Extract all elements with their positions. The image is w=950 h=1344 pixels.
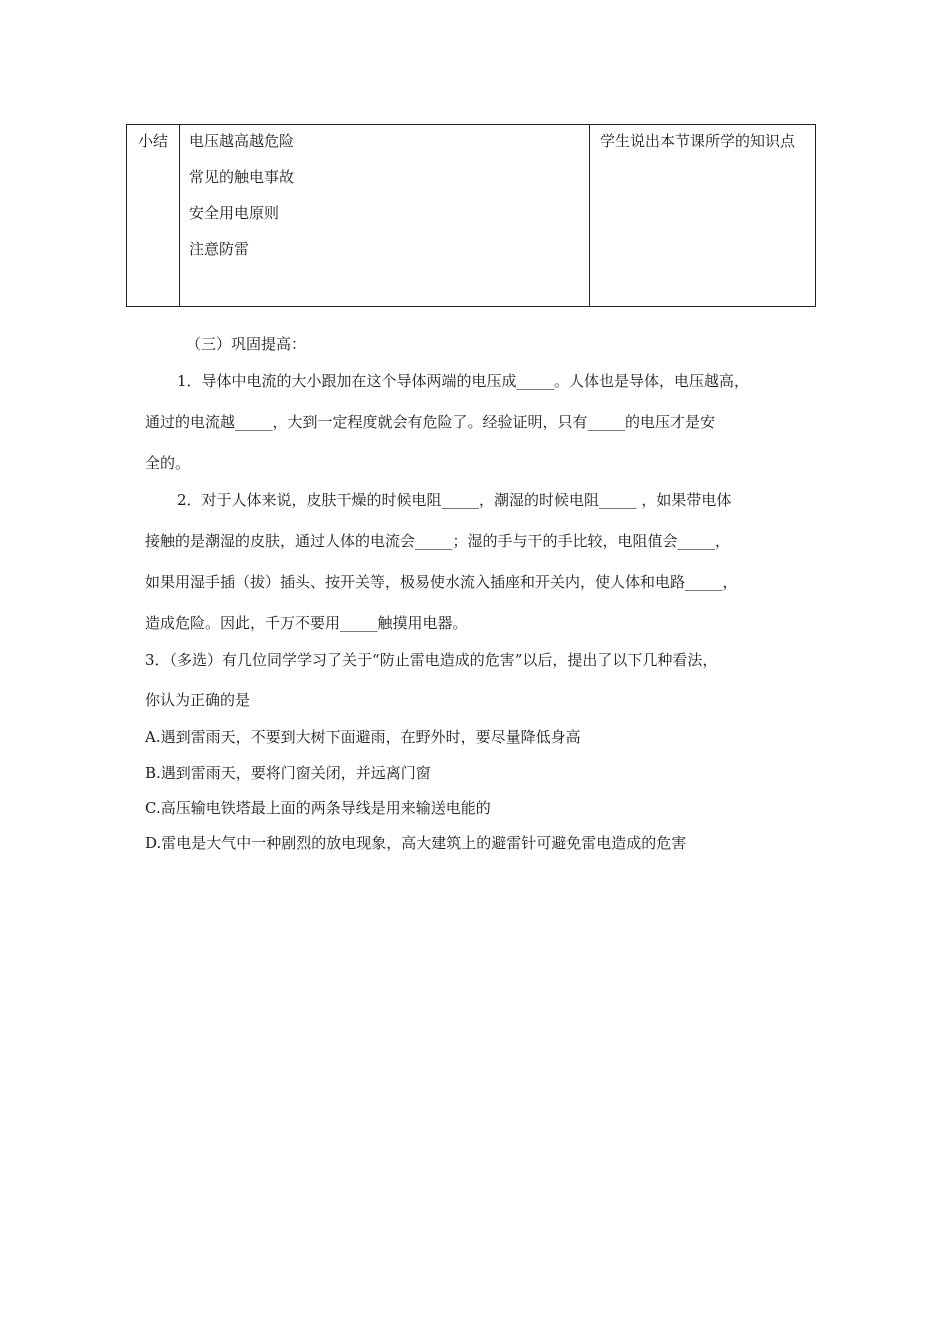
- q3-line-2: 你认为正确的是: [145, 691, 251, 709]
- q2-line-3: 如果用湿手插（拔）插头、按开关等，极易使水流入插座和开关内，使人体和电路_____，: [145, 573, 738, 591]
- q1-line-1: [145, 370, 825, 392]
- q1-line-3: 全的。: [145, 454, 191, 472]
- summary-point-4: 注意防雷: [189, 240, 250, 258]
- summary-row: [127, 125, 816, 307]
- q1-text-1: 1．导体中电流的大小跟加在这个导体两端的电压成_____。人体也是导体，电压越高，: [177, 372, 750, 390]
- summary-activity-cell: [590, 125, 816, 307]
- summary-content-cell: [180, 125, 590, 307]
- q3-option-d: D.雷电是大气中一种剧烈的放电现象，高大建筑上的避雷针可避免雷电造成的危害: [145, 834, 687, 852]
- student-activity-text: 学生说出本节课所学的知识点: [600, 132, 796, 150]
- summary-label: 小结: [137, 132, 168, 150]
- q2-text-1: 2．对于人体来说，皮肤干燥的时候电阻_____，潮湿的时候电阻_____ ，如果带电体: [177, 491, 732, 509]
- q3-line-1: 3．（多选）有几位同学学习了关于“防止雷电造成的危害”以后，提出了以下几种看法，: [145, 651, 718, 669]
- q2-line-2: 接触的是潮湿的皮肤，通过人体的电流会_____；湿的手与干的手比较，电阻值会_____，: [145, 532, 731, 550]
- q3-option-a: A.遇到雷雨天，不要到大树下面避雨，在野外时，要尽量降低身高: [145, 728, 581, 746]
- section-heading: （三）巩固提高：: [186, 335, 307, 353]
- q1-line-2: 通过的电流越_____，大到一定程度就会有危险了。经验证明，只有_____的电压才是安: [145, 413, 716, 431]
- q3-option-c: C.高压输电铁塔最上面的两条导线是用来输送电能的: [145, 799, 491, 817]
- summary-point-3: 安全用电原则: [189, 204, 280, 222]
- q2-line-4: 造成危险。因此，千万不要用_____触摸用电器。: [145, 614, 468, 632]
- q3-option-b: B.遇到雷雨天，要将门窗关闭，并远离门窗: [145, 764, 431, 782]
- summary-table: [126, 124, 816, 307]
- summary-label-cell: [127, 125, 180, 307]
- summary-point-1: 电压越高越危险: [189, 132, 295, 150]
- q2-line-1: [145, 489, 825, 511]
- summary-point-2: 常见的触电事故: [189, 168, 295, 186]
